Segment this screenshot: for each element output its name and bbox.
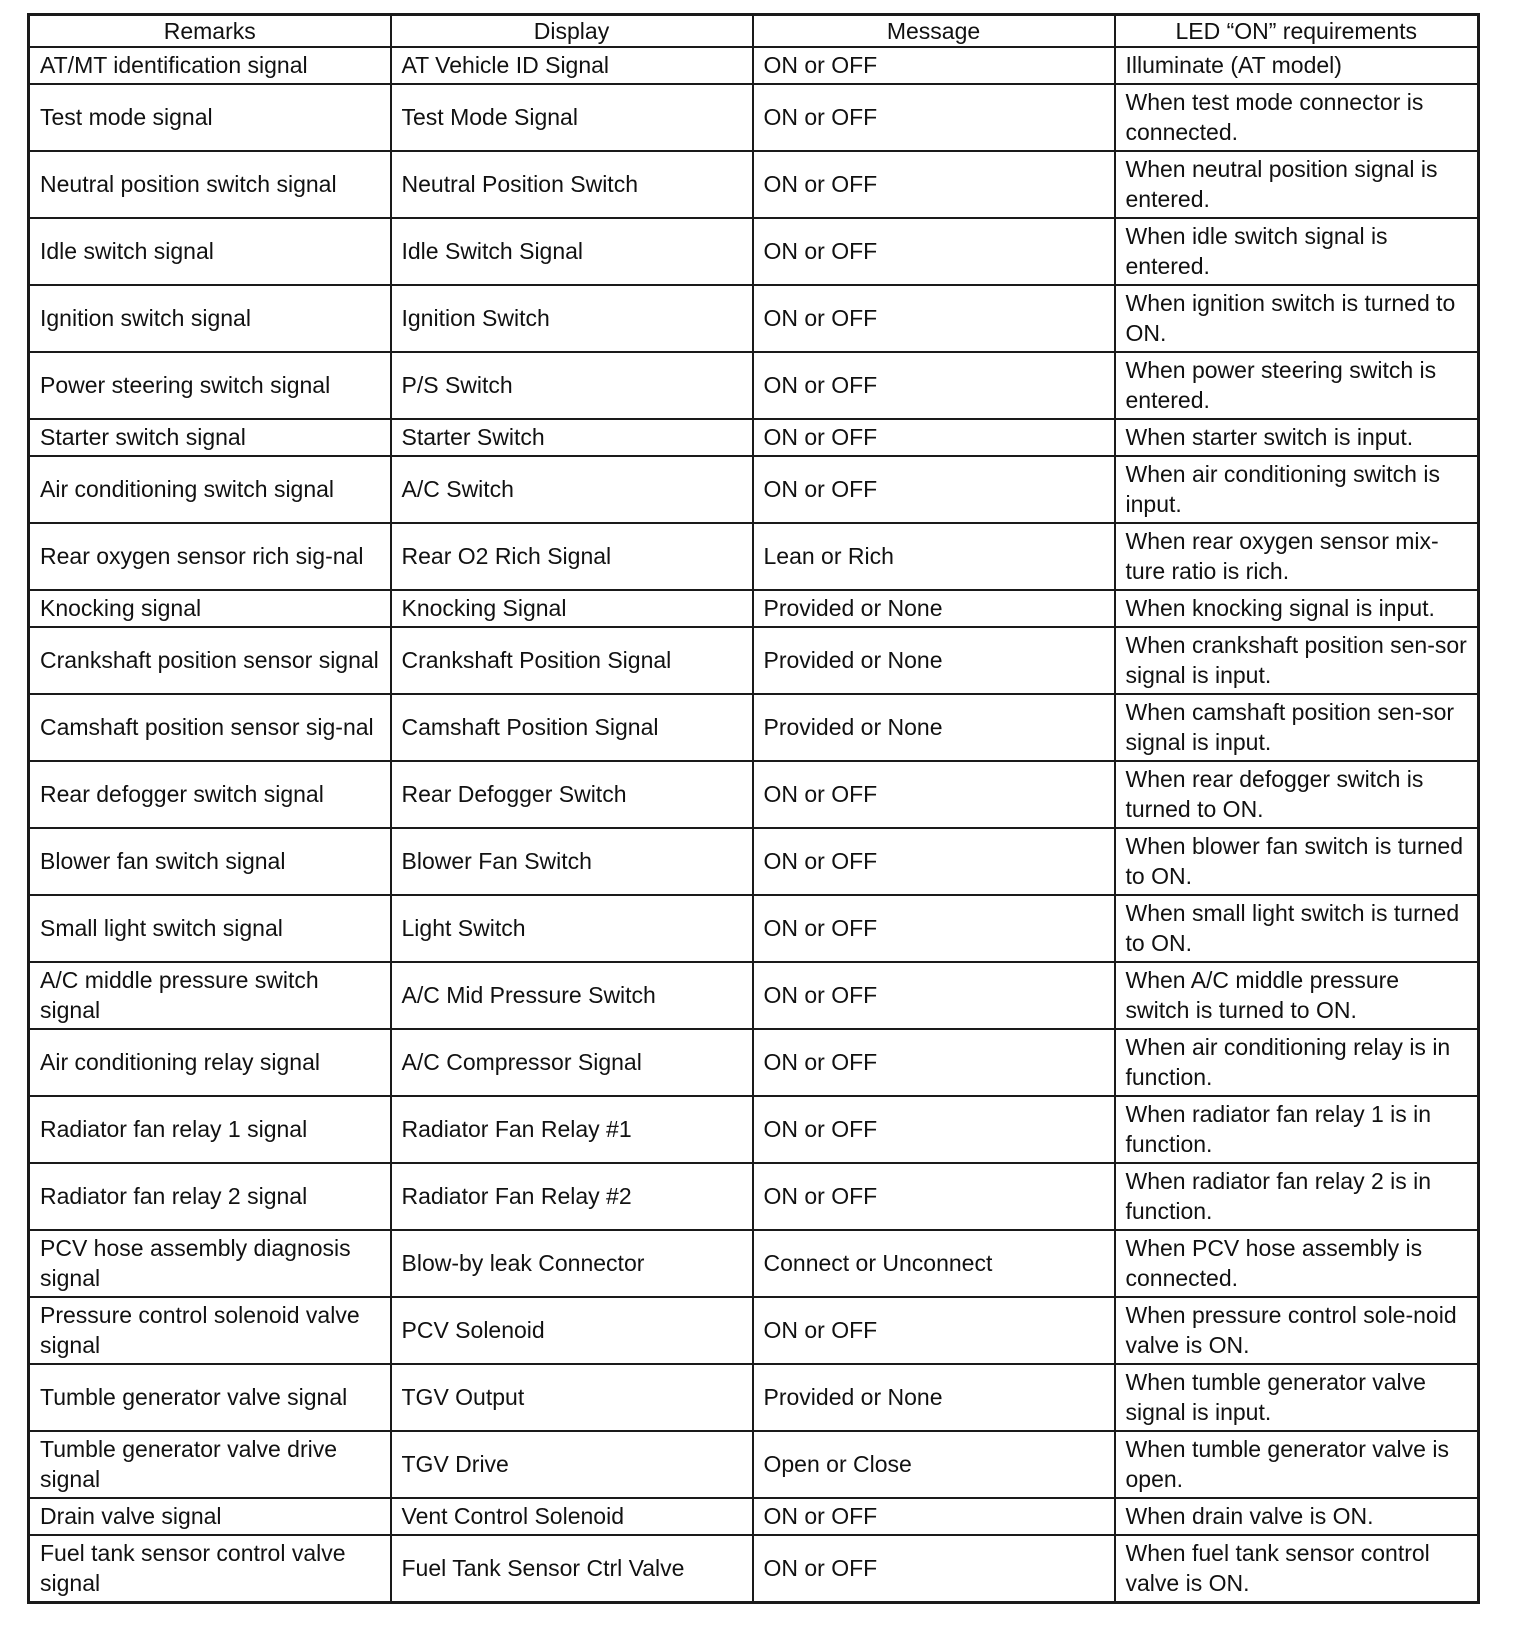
cell-led-requirement: When power steering switch is entered. [1115, 352, 1479, 419]
table-row [29, 419, 1479, 456]
cell-display: Blower Fan Switch [391, 828, 753, 895]
cell-remarks: Tumble generator valve signal [29, 1364, 391, 1431]
cell-led-requirement: When PCV hose assembly is connected. [1115, 1230, 1479, 1297]
table-row [29, 218, 1479, 285]
cell-remarks: Tumble generator valve drive signal [29, 1431, 391, 1498]
cell-message: ON or OFF [753, 1163, 1115, 1230]
cell-remarks: Camshaft position sensor sig-nal [29, 694, 391, 761]
cell-remarks: Crankshaft position sensor signal [29, 627, 391, 694]
cell-display: Idle Switch Signal [391, 218, 753, 285]
table-row [29, 352, 1479, 419]
cell-led-requirement: When idle switch signal is entered. [1115, 218, 1479, 285]
cell-display: Knocking Signal [391, 590, 753, 627]
cell-remarks: A/C middle pressure switch signal [29, 962, 391, 1029]
cell-remarks: AT/MT identification signal [29, 47, 391, 84]
cell-message: ON or OFF [753, 962, 1115, 1029]
cell-display: Ignition Switch [391, 285, 753, 352]
cell-led-requirement: When radiator fan relay 1 is in function. [1115, 1096, 1479, 1163]
cell-message: ON or OFF [753, 895, 1115, 962]
header-display: Display [391, 15, 753, 48]
table-row [29, 523, 1479, 590]
cell-led-requirement: When air conditioning switch is input. [1115, 456, 1479, 523]
table-row [29, 828, 1479, 895]
cell-display: Neutral Position Switch [391, 151, 753, 218]
cell-message: ON or OFF [753, 352, 1115, 419]
header-message: Message [753, 15, 1115, 48]
cell-remarks: Idle switch signal [29, 218, 391, 285]
cell-message: ON or OFF [753, 218, 1115, 285]
cell-remarks: Knocking signal [29, 590, 391, 627]
cell-display: Rear O2 Rich Signal [391, 523, 753, 590]
table-row [29, 1230, 1479, 1297]
cell-display: A/C Compressor Signal [391, 1029, 753, 1096]
table-row [29, 47, 1479, 84]
cell-led-requirement: When tumble generator valve signal is input. [1115, 1364, 1479, 1431]
table-header-row [29, 15, 1479, 48]
table-row [29, 1498, 1479, 1535]
cell-remarks: Small light switch signal [29, 895, 391, 962]
cell-led-requirement: When air conditioning relay is in function. [1115, 1029, 1479, 1096]
cell-remarks: Fuel tank sensor control valve signal [29, 1535, 391, 1603]
table-row [29, 590, 1479, 627]
cell-led-requirement: When blower fan switch is turned to ON. [1115, 828, 1479, 895]
cell-display: AT Vehicle ID Signal [391, 47, 753, 84]
table-row [29, 1029, 1479, 1096]
cell-led-requirement: When rear defogger switch is turned to ON. [1115, 761, 1479, 828]
cell-message: Provided or None [753, 1364, 1115, 1431]
cell-message: ON or OFF [753, 1498, 1115, 1535]
cell-remarks: Neutral position switch signal [29, 151, 391, 218]
cell-remarks: Power steering switch signal [29, 352, 391, 419]
cell-message: Connect or Unconnect [753, 1230, 1115, 1297]
cell-remarks: Blower fan switch signal [29, 828, 391, 895]
cell-display: A/C Switch [391, 456, 753, 523]
cell-led-requirement: When camshaft position sen-sor signal is input. [1115, 694, 1479, 761]
table-row [29, 1431, 1479, 1498]
cell-message: Open or Close [753, 1431, 1115, 1498]
table-row [29, 895, 1479, 962]
cell-display: Blow-by leak Connector [391, 1230, 753, 1297]
header-led-requirements: LED “ON” requirements [1115, 15, 1479, 48]
cell-message: ON or OFF [753, 761, 1115, 828]
cell-message: ON or OFF [753, 1297, 1115, 1364]
cell-message: ON or OFF [753, 285, 1115, 352]
cell-message: ON or OFF [753, 47, 1115, 84]
cell-led-requirement: When tumble generator valve is open. [1115, 1431, 1479, 1498]
cell-display: Crankshaft Position Signal [391, 627, 753, 694]
table-row [29, 1163, 1479, 1230]
cell-display: Camshaft Position Signal [391, 694, 753, 761]
table-row [29, 456, 1479, 523]
cell-message: ON or OFF [753, 151, 1115, 218]
cell-led-requirement: When radiator fan relay 2 is in function. [1115, 1163, 1479, 1230]
cell-display: Starter Switch [391, 419, 753, 456]
cell-message: ON or OFF [753, 828, 1115, 895]
table-row [29, 627, 1479, 694]
cell-remarks: Ignition switch signal [29, 285, 391, 352]
cell-led-requirement: When knocking signal is input. [1115, 590, 1479, 627]
cell-led-requirement: When small light switch is turned to ON. [1115, 895, 1479, 962]
cell-led-requirement: When A/C middle pressure switch is turned to ON. [1115, 962, 1479, 1029]
cell-remarks: Rear defogger switch signal [29, 761, 391, 828]
cell-remarks: Rear oxygen sensor rich sig-nal [29, 523, 391, 590]
cell-message: Lean or Rich [753, 523, 1115, 590]
cell-message: ON or OFF [753, 84, 1115, 151]
cell-remarks: Radiator fan relay 2 signal [29, 1163, 391, 1230]
cell-led-requirement: When rear oxygen sensor mix-ture ratio is rich. [1115, 523, 1479, 590]
table-row [29, 761, 1479, 828]
cell-display: Fuel Tank Sensor Ctrl Valve [391, 1535, 753, 1603]
cell-led-requirement: When starter switch is input. [1115, 419, 1479, 456]
cell-led-requirement: Illuminate (AT model) [1115, 47, 1479, 84]
cell-led-requirement: When crankshaft position sen-sor signal is input. [1115, 627, 1479, 694]
cell-remarks: PCV hose assembly diagnosis signal [29, 1230, 391, 1297]
cell-display: Radiator Fan Relay #2 [391, 1163, 753, 1230]
cell-display: TGV Drive [391, 1431, 753, 1498]
cell-display: Light Switch [391, 895, 753, 962]
table-row [29, 1364, 1479, 1431]
header-remarks: Remarks [29, 15, 391, 48]
cell-display: P/S Switch [391, 352, 753, 419]
table-row [29, 285, 1479, 352]
table-row [29, 962, 1479, 1029]
table-row [29, 1535, 1479, 1603]
cell-led-requirement: When fuel tank sensor control valve is ON. [1115, 1535, 1479, 1603]
cell-message: Provided or None [753, 694, 1115, 761]
cell-remarks: Radiator fan relay 1 signal [29, 1096, 391, 1163]
cell-message: ON or OFF [753, 1096, 1115, 1163]
cell-display: A/C Mid Pressure Switch [391, 962, 753, 1029]
cell-display: Vent Control Solenoid [391, 1498, 753, 1535]
cell-led-requirement: When ignition switch is turned to ON. [1115, 285, 1479, 352]
cell-remarks: Air conditioning switch signal [29, 456, 391, 523]
document-page [27, 13, 1477, 1604]
cell-remarks: Starter switch signal [29, 419, 391, 456]
cell-remarks: Drain valve signal [29, 1498, 391, 1535]
cell-led-requirement: When drain valve is ON. [1115, 1498, 1479, 1535]
cell-message: ON or OFF [753, 456, 1115, 523]
cell-display: Test Mode Signal [391, 84, 753, 151]
cell-display: Radiator Fan Relay #1 [391, 1096, 753, 1163]
table-row [29, 1297, 1479, 1364]
cell-display: Rear Defogger Switch [391, 761, 753, 828]
cell-message: Provided or None [753, 627, 1115, 694]
cell-led-requirement: When test mode connector is connected. [1115, 84, 1479, 151]
table-row [29, 151, 1479, 218]
cell-remarks: Air conditioning relay signal [29, 1029, 391, 1096]
cell-display: TGV Output [391, 1364, 753, 1431]
cell-led-requirement: When neutral position signal is entered. [1115, 151, 1479, 218]
signal-table [27, 13, 1480, 1604]
cell-display: PCV Solenoid [391, 1297, 753, 1364]
cell-led-requirement: When pressure control sole-noid valve is ON. [1115, 1297, 1479, 1364]
cell-remarks: Test mode signal [29, 84, 391, 151]
cell-message: ON or OFF [753, 1029, 1115, 1096]
cell-remarks: Pressure control solenoid valve signal [29, 1297, 391, 1364]
table-row [29, 694, 1479, 761]
cell-message: ON or OFF [753, 1535, 1115, 1603]
cell-message: ON or OFF [753, 419, 1115, 456]
cell-message: Provided or None [753, 590, 1115, 627]
table-row [29, 1096, 1479, 1163]
table-row [29, 84, 1479, 151]
